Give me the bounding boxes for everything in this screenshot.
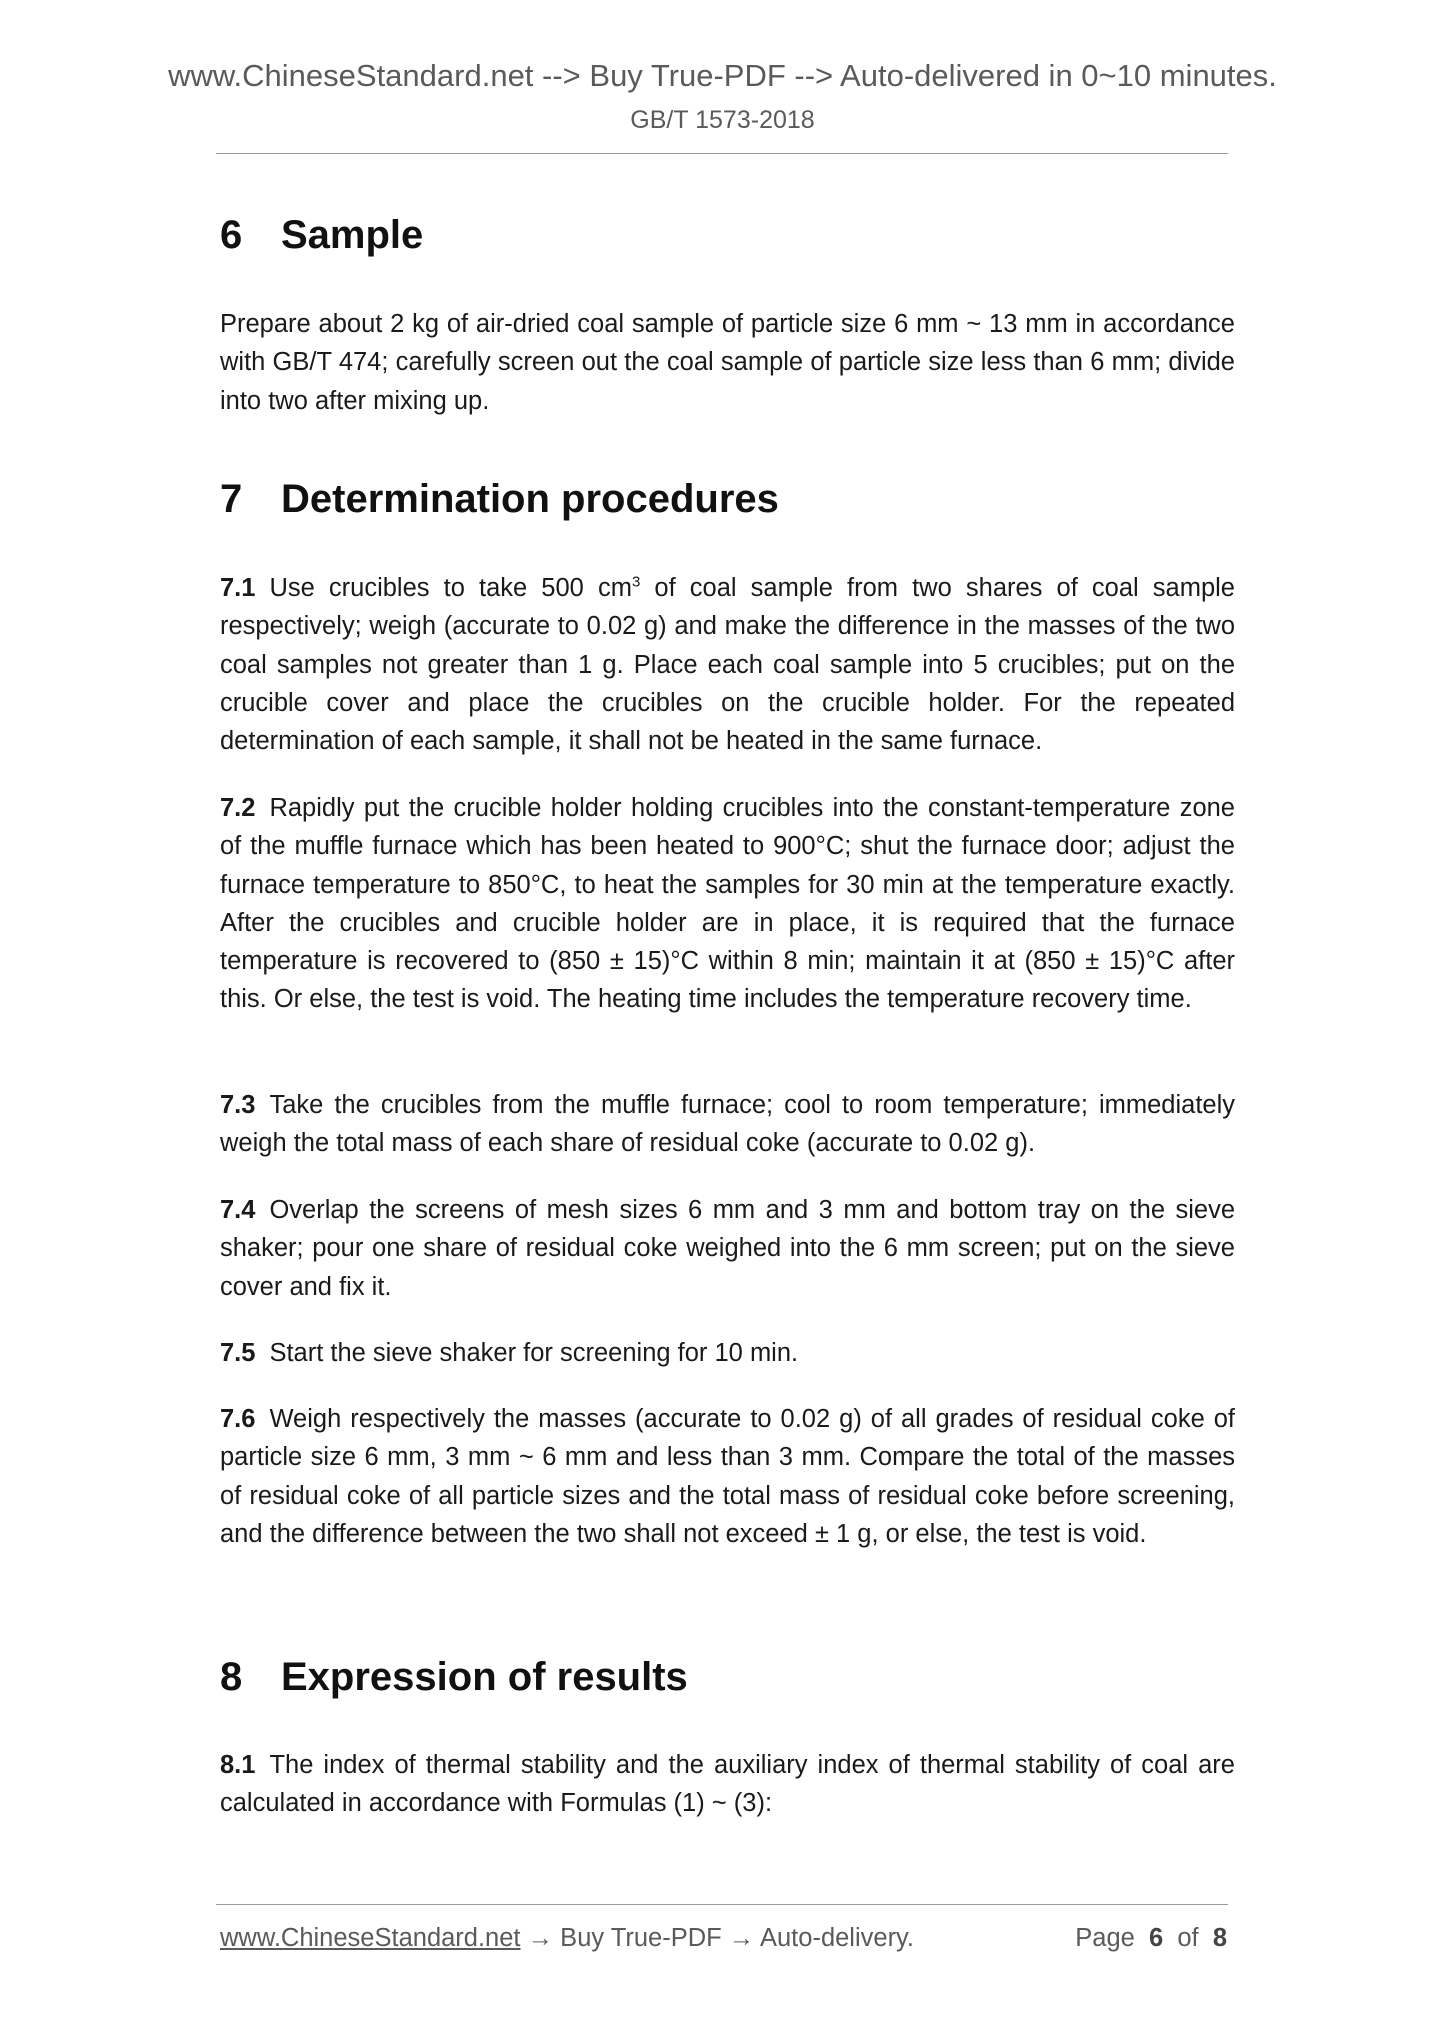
clause-7-2-number: 7.2: [220, 794, 256, 822]
section-6-heading: [220, 213, 423, 258]
section-6-title: Sample: [281, 213, 424, 257]
clause-7-6-text: Weigh respectively the masses (accurate to 0.02 g) of all grades of residual coke of particle size 6 mm, 3 mm ~ 6 mm and less than 3 mm. Compare the total of the masses of residual coke of all particle sizes and the total mass of residual coke before screening, and the difference between the two shall not exceed ± 1 g, or else, the test is void.: [220, 1405, 1235, 1548]
clause-7-3-number: 7.3: [220, 1091, 256, 1119]
clause-7-1-superscript: 3: [631, 573, 641, 591]
clause-7-1-text-a: Use crucibles to take 500 cm: [269, 574, 632, 602]
clause-7-4-number: 7.4: [220, 1196, 256, 1224]
page-indicator: [1075, 1924, 1227, 1953]
page-of-label: of: [1177, 1924, 1199, 1952]
section-7-number: 7: [220, 477, 243, 521]
section-8-heading: [220, 1655, 688, 1700]
clause-7-5-number: 7.5: [220, 1339, 256, 1367]
page-current: 6: [1149, 1924, 1164, 1952]
clause-7-2-text: Rapidly put the crucible holder holding crucibles into the constant-temperature zone of the muffle furnace which has been heated to 900°C; shut the furnace door; adjust the furnace temperature to 850°C, to heat the samples for 30 min at the temperature exactly. After the crucibles and crucible holder are in place, it is required that the furnace temperature is recovered to (850 ± 15)°C within 8 min; maintain it at (850 ± 15)°C after this. Or else, the test is void. The heating time includes the temperature recovery time.: [220, 794, 1235, 1014]
page-label: Page: [1075, 1924, 1135, 1952]
section-7-heading: [220, 477, 779, 522]
footer-promo-text: → Buy True-PDF → Auto-delivery.: [520, 1924, 914, 1952]
section-7-title: Determination procedures: [281, 477, 779, 521]
clause-7-2: [220, 789, 1235, 1019]
clause-7-5: [220, 1334, 1235, 1372]
clause-7-3-text: Take the crucibles from the muffle furnace; cool to room temperature; immediately weigh the total mass of each share of residual coke (accurate to 0.02 g).: [220, 1091, 1235, 1158]
footer-site-link[interactable]: www.ChineseStandard.net: [220, 1924, 521, 1952]
clause-8-1: [220, 1746, 1235, 1823]
clause-7-6-number: 7.6: [220, 1405, 256, 1433]
clause-7-6: [220, 1400, 1235, 1553]
page-total: 8: [1212, 1924, 1227, 1952]
clause-8-1-text: The index of thermal stability and the auxiliary index of thermal stability of coal are calculated in accordance with Formulas (1) ~ (3):: [220, 1751, 1235, 1818]
footer-divider: [216, 1904, 1228, 1905]
clause-7-1-text-b: of coal sample from two shares of coal sample respectively; weigh (accurate to 0.02 g) and make the difference in the masses of the two coal samples not greater than 1 g. Place each coal sample into 5 crucibles; put on the crucible cover and place the crucibles on the crucible holder. For the repeated determination of each sample, it shall not be heated in the same furnace.: [220, 574, 1235, 756]
clause-7-1: [220, 569, 1235, 760]
clause-7-1-number: 7.1: [220, 574, 256, 602]
clause-7-5-text: Start the sieve shaker for screening for 10 min.: [269, 1339, 799, 1367]
header-standard-number: GB/T 1573-2018: [630, 106, 815, 134]
section-6-body: Prepare about 2 kg of air-dried coal sample of particle size 6 mm ~ 13 mm in accordance with GB/T 474; carefully screen out the coal sample of particle size less than 6 mm; divide into two after mixing up.: [220, 310, 1235, 415]
footer-promo: [220, 1924, 914, 1953]
section-6-number: 6: [220, 213, 243, 257]
header-promo-text: www.ChineseStandard.net --> Buy True-PDF --> Auto-delivered in 0~10 minutes.: [168, 58, 1277, 93]
section-8-number: 8: [220, 1655, 243, 1699]
clause-7-3: [220, 1086, 1235, 1163]
section-8-title: Expression of results: [281, 1655, 688, 1699]
clause-8-1-number: 8.1: [220, 1751, 256, 1779]
clause-7-4-text: Overlap the screens of mesh sizes 6 mm and 3 mm and bottom tray on the sieve shaker; pour one share of residual coke weighed into the 6 mm screen; put on the sieve cover and fix it.: [220, 1196, 1235, 1301]
header-divider: [216, 153, 1228, 154]
clause-7-4: [220, 1191, 1235, 1306]
